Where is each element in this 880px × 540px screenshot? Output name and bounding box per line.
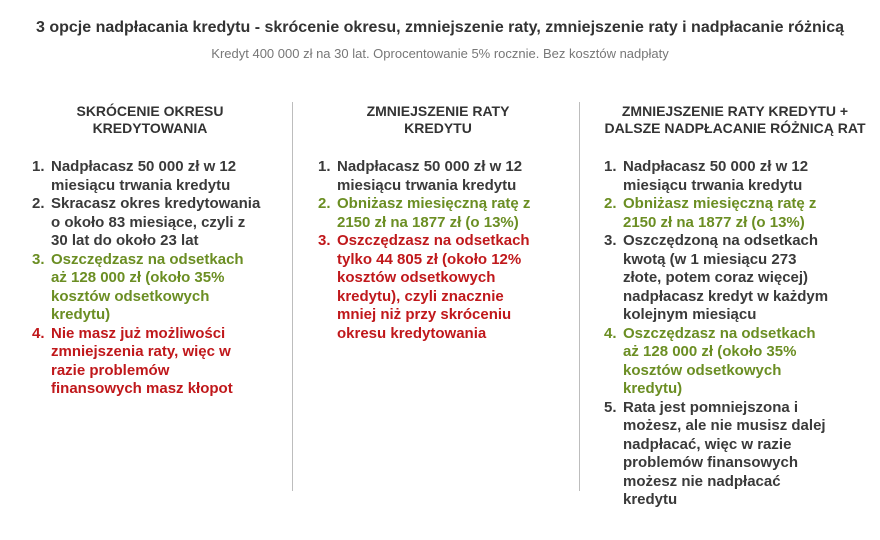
item-number: 3. [32,250,45,268]
steps-list [318,158,558,343]
item-text-line: 30 lat do około 23 lat [51,232,199,249]
item-text-line: 2150 zł na 1877 zł (o 13%) [337,213,519,231]
steps-list [32,158,268,399]
item-text-line: mniej niż przy skróceniu [337,306,512,323]
list-item [604,399,866,510]
item-text-line: Nadpłacasz 50 000 zł w 12 [623,158,809,175]
item-text-line: Nie masz już możliwości [51,324,226,342]
item-text-line: finansowych masz kłopot [51,380,233,397]
item-text-line: Oszczędzasz na odsetkach [51,250,244,268]
item-number: 2. [32,195,45,212]
item-text-line: nadpłacać, więc w razie [623,435,792,453]
page-subtitle: Kredyt 400 000 zł na 30 lat. Oprocentowanie 5% rocznie. Bez kosztów nadpłaty [211,46,669,61]
item-text-line: kredytu) [51,306,111,323]
item-text-line: kosztów odsetkowych [623,361,782,379]
column-divider [579,102,580,491]
item-text-line: kosztów odsetkowych [51,287,210,305]
item-text-line: aż 128 000 zł (około 35% [51,269,225,286]
item-number: 5. [604,398,617,416]
item-text-line: Rata jest pomniejszona i [623,398,799,416]
item-text-line: nadpłacasz kredyt w każdym [623,287,829,305]
item-number: 4. [32,324,45,342]
item-text-line: kredytu) [623,380,683,397]
item-number: 1. [318,158,331,175]
item-text-line: Skracasz okres kredytowania [51,195,261,212]
list-item [604,158,866,195]
item-text-line: Oszczędzoną na odsetkach [623,232,819,249]
list-item [604,232,866,325]
column-header: ZMNIEJSZENIE RATY KREDYTU [366,103,510,136]
item-text-line: problemów finansowych [623,454,799,471]
item-text-line: zmniejszenia raty, więc w [51,343,231,360]
item-text-line: kosztów odsetkowych [337,269,496,286]
item-number: 1. [604,158,617,175]
list-item [32,325,268,399]
item-text-line: Oszczędzasz na odsetkach [337,232,530,249]
item-number: 2. [604,195,617,212]
list-item [604,195,866,232]
list-item [32,158,268,195]
list-item [318,158,558,195]
column-divider [292,102,293,491]
item-text-line: kredytu), czyli znacznie [337,287,504,305]
item-text-line: razie problemów [51,361,170,379]
column-header: ZMNIEJSZENIE RATY KREDYTU + DALSZE NADPŁACANIE RÓŻNICĄ RAT [604,103,866,136]
item-text-line: kwotą (w 1 miesiącu 273 [623,250,797,268]
item-text-line: kolejnym miesiącu [623,306,757,323]
list-item [318,195,558,232]
item-text-line: 2150 zł na 1877 zł (o 13%) [623,213,805,231]
item-text-line: tylko 44 805 zł (około 12% [337,250,522,268]
item-text-line: miesiącu trwania kredytu [623,176,803,194]
item-text-line: Obniżasz miesięczną ratę z [337,195,531,212]
list-item [604,325,866,399]
item-text-line: złote, potem coraz więcej) [623,269,809,286]
item-text-line: o około 83 miesiące, czyli z [51,213,246,231]
item-number: 3. [318,232,331,249]
steps-list [604,158,866,510]
column-reduce-installment [318,103,558,343]
item-text-line: możesz, ale nie musisz dalej [623,417,826,434]
column-shorten-period [32,103,268,399]
column-header: SKRÓCENIE OKRESU KREDYTOWANIA [76,103,224,136]
item-number: 2. [318,195,331,212]
item-text-line: miesiącu trwania kredytu [337,176,517,194]
item-number: 1. [32,158,45,175]
item-text-line: Obniżasz miesięczną ratę z [623,195,817,212]
item-text-line: okresu kredytowania [337,324,487,342]
list-item [32,251,268,325]
item-text-line: Nadpłacasz 50 000 zł w 12 [51,158,237,175]
item-text-line: Oszczędzasz na odsetkach [623,324,816,342]
column-reduce-and-overpay [604,103,866,510]
item-text-line: możesz nie nadpłacać [623,472,781,490]
item-number: 4. [604,324,617,342]
item-text-line: kredytu [623,491,678,508]
item-text-line: Nadpłacasz 50 000 zł w 12 [337,158,523,175]
list-item [318,232,558,343]
list-item [32,195,268,251]
item-number: 3. [604,232,617,249]
page-title: 3 opcje nadpłacania kredytu - skrócenie okresu, zmniejszenie raty, zmniejszenie raty i nadpłacanie różnicą [35,19,844,36]
item-text-line: miesiącu trwania kredytu [51,176,231,194]
item-text-line: aż 128 000 zł (około 35% [623,343,797,360]
